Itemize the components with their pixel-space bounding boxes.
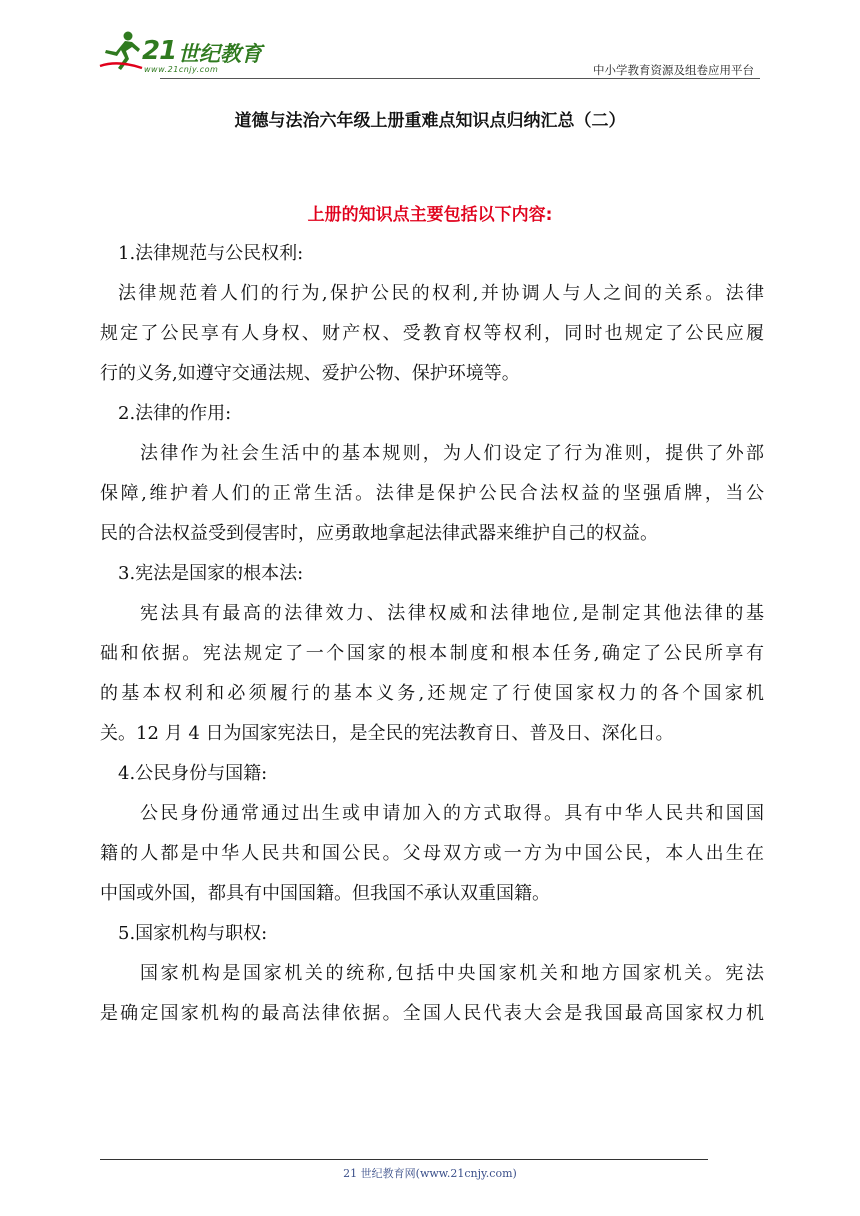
document-subtitle: 上册的知识点主要包括以下内容: — [307, 205, 553, 225]
paragraph-line: 是确定国家机构的最高法律依据。全国人民代表大会是我国最高国家权力机 — [100, 1003, 764, 1024]
paragraph-line: 保障,维护着人们的正常生活。法律是保护公民合法权益的坚强盾牌，当公 — [100, 483, 764, 504]
section-heading: 2.法律的作用: — [118, 403, 232, 424]
paragraph-line: 行的义务,如遵守交通法规、爱护公物、保护环境等。 — [100, 363, 520, 384]
header-divider — [160, 78, 760, 79]
document-body — [100, 234, 764, 1034]
document-title: 道德与法治六年级上册重难点知识点归纳汇总（二） — [234, 111, 626, 131]
paragraph-line: 公民身份通常通过出生或申请加入的方式取得。具有中华人民共和国国 — [140, 803, 764, 824]
paragraph-line: 础和依据。宪法规定了一个国家的根本制度和根本任务,确定了公民所享有 — [100, 643, 764, 664]
page-footer: 21 世纪教育网(www.21cnjy.com) — [343, 1167, 517, 1180]
paragraph-line: 法律作为社会生活中的基本规则，为人们设定了行为准则，提供了外部 — [140, 443, 764, 464]
paragraph-line: 法律规范着人们的行为,保护公民的权利,并协调人与人之间的关系。法律 — [118, 283, 764, 304]
paragraph-line: 中国或外国，都具有中国国籍。但我国不承认双重国籍。 — [100, 883, 550, 904]
paragraph-line: 民的合法权益受到侵害时，应勇敢地拿起法律武器来维护自己的权益。 — [100, 523, 658, 544]
section-heading: 1.法律规范与公民权利: — [118, 243, 304, 264]
paragraph-line: 籍的人都是中华人民共和国公民。父母双方或一方为中国公民，本人出生在 — [100, 843, 764, 864]
logo-url: www.21cnjy.com — [144, 65, 219, 74]
paragraph-line: 规定了公民享有人身权、财产权、受教育权等权利，同时也规定了公民应履 — [100, 323, 764, 344]
paragraph-line: 国家机构是国家机关的统称,包括中央国家机关和地方国家机关。宪法 — [140, 963, 764, 984]
section-heading: 5.国家机构与职权: — [118, 923, 268, 944]
logo — [98, 28, 268, 78]
paragraph-line: 关。12 月 4 日为国家宪法日，是全民的宪法教育日、普及日、深化日。 — [100, 723, 674, 744]
paragraph-line: 宪法具有最高的法律效力、法律权威和法律地位,是制定其他法律的基 — [140, 603, 764, 624]
section-heading: 3.宪法是国家的根本法: — [118, 563, 304, 584]
runner-logo-icon — [98, 30, 144, 74]
logo-number: 21 — [142, 36, 177, 66]
paragraph-line: 的基本权利和必须履行的基本义务,还规定了行使国家权力的各个国家机 — [100, 683, 764, 704]
footer-divider — [100, 1159, 708, 1160]
page-header — [98, 28, 760, 80]
section-heading: 4.公民身份与国籍: — [118, 763, 268, 784]
logo-text: 世纪教育 — [178, 42, 262, 66]
header-tagline: 中小学教育资源及组卷应用平台 — [593, 63, 754, 77]
